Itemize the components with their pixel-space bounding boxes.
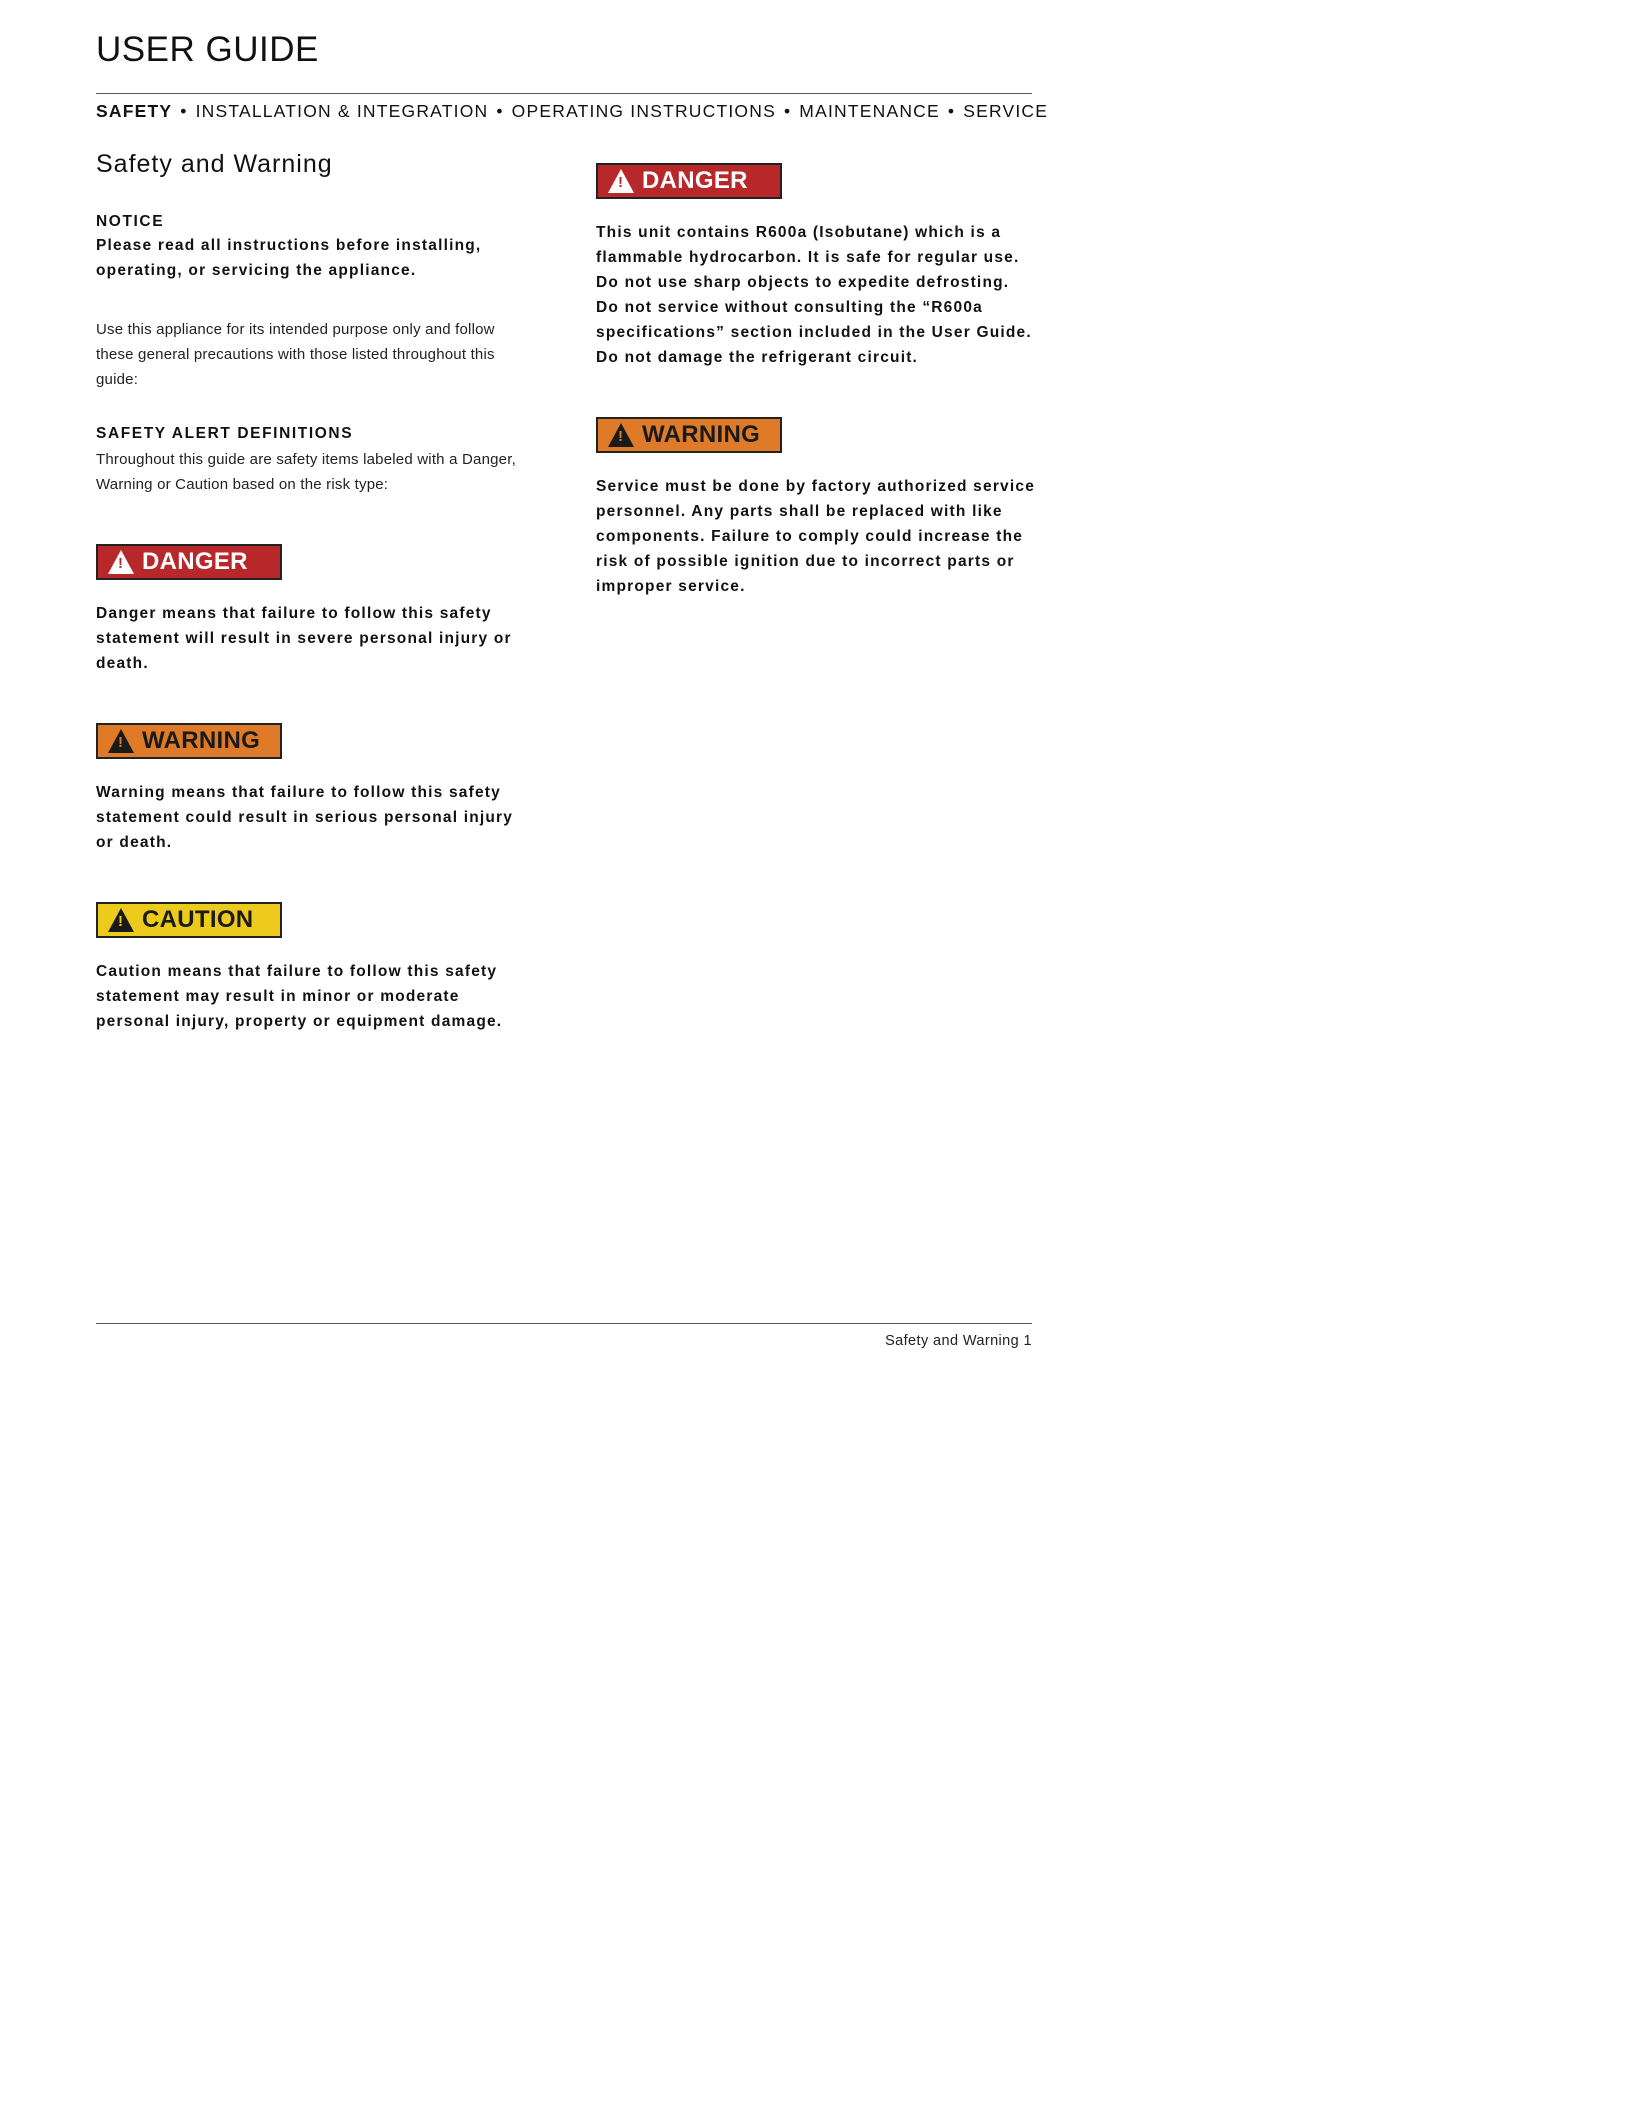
left-column xyxy=(96,150,536,1034)
warning-triangle-icon: ! xyxy=(108,550,134,574)
danger-definition: Danger means that failure to follow this safety statement will result in severe personal injury or death. xyxy=(96,605,512,672)
warning-triangle-icon: ! xyxy=(108,729,134,753)
nav-separator: • xyxy=(496,101,504,121)
nav-item-service: SERVICE xyxy=(963,101,1049,121)
service-warning-text: Service must be done by factory authorized service personnel. Any parts shall be replaced with like components. Failure to comply could increase the risk of possible ignition due to incorrect parts or improper service. xyxy=(596,478,1036,595)
definitions-text: Throughout this guide are safety items labeled with a Danger, Warning or Caution based on the risk type: xyxy=(96,451,516,493)
notice-text: Please read all instructions before installing, operating, or servicing the appliance. xyxy=(96,237,482,279)
footer-rule xyxy=(96,1323,1032,1324)
nav-separator: • xyxy=(180,101,188,121)
service-warning-label: WARNING xyxy=(642,421,761,448)
header-rule xyxy=(96,93,1032,94)
refrigerant-danger-text: This unit contains R600a (Isobutane) which is a flammable hydrocarbon. It is safe for regular use. Do not use sharp objects to expedite defrosting. Do not service without consulting the “R600a specifications” section included in the User Guide. Do not damage the refrigerant circuit. xyxy=(596,224,1032,366)
section-nav xyxy=(96,101,1049,122)
warning-definition: Warning means that failure to follow this safety statement could result in serious personal injury or death. xyxy=(96,784,514,851)
refrigerant-danger-badge xyxy=(596,163,782,199)
nav-item-operating: OPERATING INSTRUCTIONS xyxy=(511,101,776,121)
definitions-label: SAFETY ALERT DEFINITIONS xyxy=(96,425,354,442)
service-warning-badge xyxy=(596,417,782,453)
warning-badge-label: WARNING xyxy=(142,727,261,754)
nav-item-safety: SAFETY xyxy=(96,101,173,121)
page-footer: Safety and Warning 1 xyxy=(885,1333,1032,1349)
caution-badge xyxy=(96,902,282,938)
notice-label: NOTICE xyxy=(96,213,165,230)
document-title: USER GUIDE xyxy=(96,30,319,69)
section-heading: Safety and Warning xyxy=(96,150,333,178)
intro-text: Use this appliance for its intended purpose only and follow these general precautions with those listed throughout this guide: xyxy=(96,321,495,388)
danger-badge-label: DANGER xyxy=(142,548,248,575)
warning-triangle-icon: ! xyxy=(608,169,634,193)
warning-triangle-icon: ! xyxy=(108,908,134,932)
nav-separator: • xyxy=(783,101,792,121)
caution-badge-label: CAUTION xyxy=(142,906,254,933)
danger-badge xyxy=(96,544,282,580)
warning-badge xyxy=(96,723,282,759)
nav-item-maintenance: MAINTENANCE xyxy=(799,101,940,121)
refrigerant-danger-label: DANGER xyxy=(642,167,748,194)
nav-item-installation: INSTALLATION & INTEGRATION xyxy=(195,101,489,121)
caution-definition: Caution means that failure to follow this safety statement may result in minor or moderate personal injury, property or equipment damage. xyxy=(96,963,503,1030)
warning-triangle-icon: ! xyxy=(608,423,634,447)
nav-separator: • xyxy=(947,101,956,121)
right-column xyxy=(596,163,1036,599)
